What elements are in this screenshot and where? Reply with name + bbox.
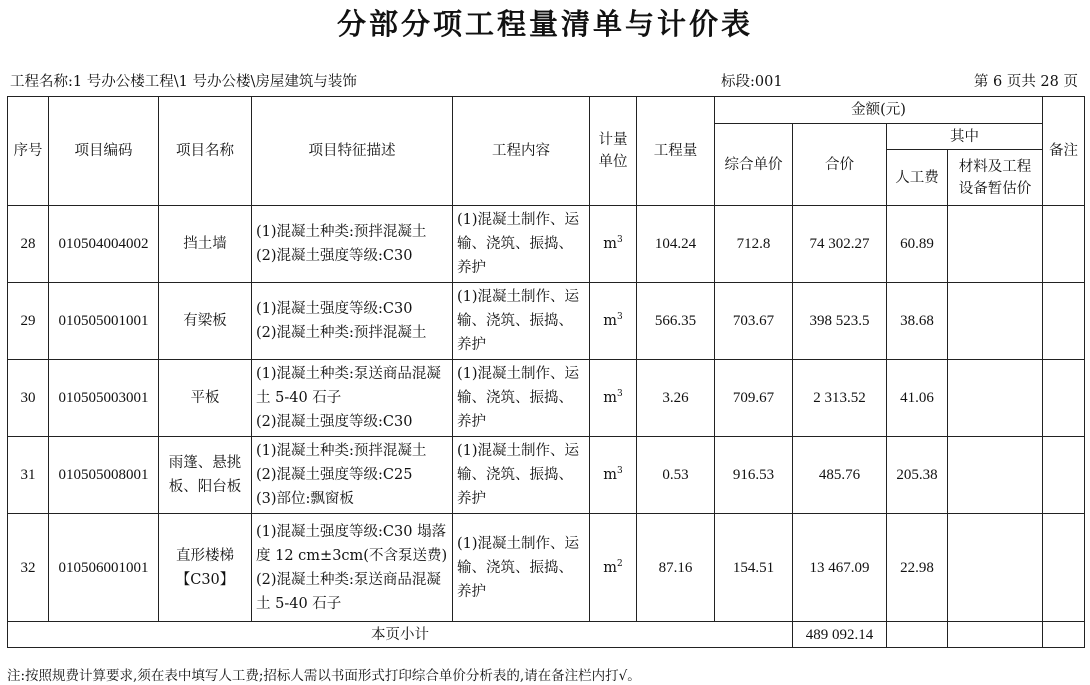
cell-desc <box>252 514 453 622</box>
desc-line: (2)混凝土强度等级:C30 <box>256 248 413 264</box>
cell-desc <box>252 437 453 514</box>
desc-line: (3)部位:飘窗板 <box>256 491 354 507</box>
header-seq: 序号 <box>8 97 49 206</box>
cell-material <box>948 206 1043 283</box>
cell-labor: 22.98 <box>887 514 948 622</box>
table-row <box>8 437 1085 514</box>
desc-line: (1)混凝土强度等级:C30 塌落度 12 cm±3cm(不含泵送费) <box>256 523 448 564</box>
cell-material <box>948 360 1043 437</box>
cell-code: 010505003001 <box>49 360 159 437</box>
cell-labor: 38.68 <box>887 283 948 360</box>
desc-line: (1)混凝土种类:预拌混凝土 <box>256 224 427 240</box>
cell-qty: 566.35 <box>637 283 715 360</box>
header-name: 项目名称 <box>159 97 252 206</box>
unit-base: m <box>603 390 617 406</box>
cell-qty: 104.24 <box>637 206 715 283</box>
cell-unit <box>590 360 637 437</box>
cell-unit-price: 703.67 <box>715 283 793 360</box>
desc-line: (1)混凝土种类:预拌混凝土 <box>256 443 427 459</box>
cell-remark <box>1043 283 1085 360</box>
cell-total: 13 467.09 <box>793 514 887 622</box>
header-unit: 计量单位 <box>590 97 637 206</box>
header-remark: 备注 <box>1043 97 1085 206</box>
cell-work: (1)混凝土制作、运输、浇筑、振捣、养护 <box>453 437 590 514</box>
desc-line: (2)混凝土种类:预拌混凝土 <box>256 325 427 341</box>
header-of-which: 其中 <box>887 124 1043 150</box>
cell-name: 平板 <box>159 360 252 437</box>
cell-code: 010505008001 <box>49 437 159 514</box>
cell-unit <box>590 514 637 622</box>
cell-total: 74 302.27 <box>793 206 887 283</box>
unit-base: m <box>603 559 617 576</box>
subtotal-material <box>948 622 1043 648</box>
cell-remark <box>1043 360 1085 437</box>
table-row <box>8 514 1085 622</box>
section-label: 标段:001 <box>721 74 783 90</box>
desc-line: (1)混凝土种类:泵送商品混凝土 5-40 石子 <box>256 366 441 406</box>
cell-material <box>948 514 1043 622</box>
unit-exponent: 3 <box>617 466 623 477</box>
project-name: 工程名称:1 号办公楼工程\1 号办公楼\房屋建筑与装饰 <box>10 74 357 90</box>
cell-seq: 32 <box>8 514 49 622</box>
header-labor: 人工费 <box>887 150 948 206</box>
cell-name: 有梁板 <box>159 283 252 360</box>
header-amount: 金额(元) <box>715 97 1043 124</box>
unit-exponent: 3 <box>617 389 623 400</box>
unit-base: m <box>603 467 617 483</box>
cell-labor: 205.38 <box>887 437 948 514</box>
table-row <box>8 360 1085 437</box>
footnote: 注:按照规费计算要求,须在表中填写人工费;招标人需以书面形式打印综合单价分析表的,请在备注栏内打√。 <box>7 668 641 684</box>
cell-unit-price: 916.53 <box>715 437 793 514</box>
cell-seq: 30 <box>8 360 49 437</box>
cell-code: 010504004002 <box>49 206 159 283</box>
cell-labor: 41.06 <box>887 360 948 437</box>
header-desc: 项目特征描述 <box>252 97 453 206</box>
table-row <box>8 206 1085 283</box>
cell-remark <box>1043 514 1085 622</box>
cell-unit <box>590 206 637 283</box>
cell-unit-price: 154.51 <box>715 514 793 622</box>
unit-base: m <box>603 313 617 329</box>
cell-unit <box>590 283 637 360</box>
page-title: 分部分项工程量清单与计价表 <box>336 7 753 41</box>
cell-qty: 3.26 <box>637 360 715 437</box>
subtotal-label: 本页小计 <box>8 622 793 648</box>
cell-work: (1)混凝土制作、运输、浇筑、振捣、养护 <box>453 360 590 437</box>
cell-total: 398 523.5 <box>793 283 887 360</box>
cell-remark <box>1043 206 1085 283</box>
unit-base: m <box>603 236 617 252</box>
cell-qty: 87.16 <box>637 514 715 622</box>
unit-exponent: 2 <box>617 558 623 569</box>
cell-work: (1)混凝土制作、运输、浇筑、振捣、养护 <box>453 283 590 360</box>
header-unit-price: 综合单价 <box>715 124 793 206</box>
cell-unit <box>590 437 637 514</box>
unit-exponent: 3 <box>617 312 623 323</box>
cell-total: 485.76 <box>793 437 887 514</box>
table-row <box>8 283 1085 360</box>
bill-table <box>7 96 1085 648</box>
desc-line: (2)混凝土强度等级:C30 <box>256 414 413 430</box>
subtotal-row <box>8 622 1085 648</box>
header-qty: 工程量 <box>637 97 715 206</box>
desc-line: (2)混凝土强度等级:C25 <box>256 467 413 483</box>
page-number: 第 6 页共 28 页 <box>973 74 1078 90</box>
subtotal-remark <box>1043 622 1085 648</box>
cell-work: (1)混凝土制作、运输、浇筑、振捣、养护 <box>453 206 590 283</box>
cell-total: 2 313.52 <box>793 360 887 437</box>
cell-unit-price: 709.67 <box>715 360 793 437</box>
cell-code: 010506001001 <box>49 514 159 622</box>
cell-seq: 31 <box>8 437 49 514</box>
cell-name: 直形楼梯【C30】 <box>159 514 252 622</box>
cell-seq: 28 <box>8 206 49 283</box>
header-material: 材料及工程设备暂估价 <box>948 150 1043 206</box>
cell-desc <box>252 283 453 360</box>
cell-seq: 29 <box>8 283 49 360</box>
cell-material <box>948 283 1043 360</box>
cell-unit-price: 712.8 <box>715 206 793 283</box>
header-total: 合价 <box>793 124 887 206</box>
cell-labor: 60.89 <box>887 206 948 283</box>
cell-work: (1)混凝土制作、运输、浇筑、振捣、养护 <box>453 514 590 622</box>
subtotal-labor <box>887 622 948 648</box>
cell-material <box>948 437 1043 514</box>
cell-name: 雨篷、悬挑板、阳台板 <box>159 437 252 514</box>
desc-line: (1)混凝土强度等级:C30 <box>256 301 413 317</box>
cell-name: 挡土墙 <box>159 206 252 283</box>
header-work: 工程内容 <box>453 97 590 206</box>
header-code: 项目编码 <box>49 97 159 206</box>
cell-desc <box>252 206 453 283</box>
desc-line: (2)混凝土种类:泵送商品混凝土 5-40 石子 <box>256 571 441 612</box>
cell-code: 010505001001 <box>49 283 159 360</box>
cell-remark <box>1043 437 1085 514</box>
unit-exponent: 3 <box>617 235 623 246</box>
cell-qty: 0.53 <box>637 437 715 514</box>
subtotal-total: 489 092.14 <box>793 622 887 648</box>
cell-desc <box>252 360 453 437</box>
